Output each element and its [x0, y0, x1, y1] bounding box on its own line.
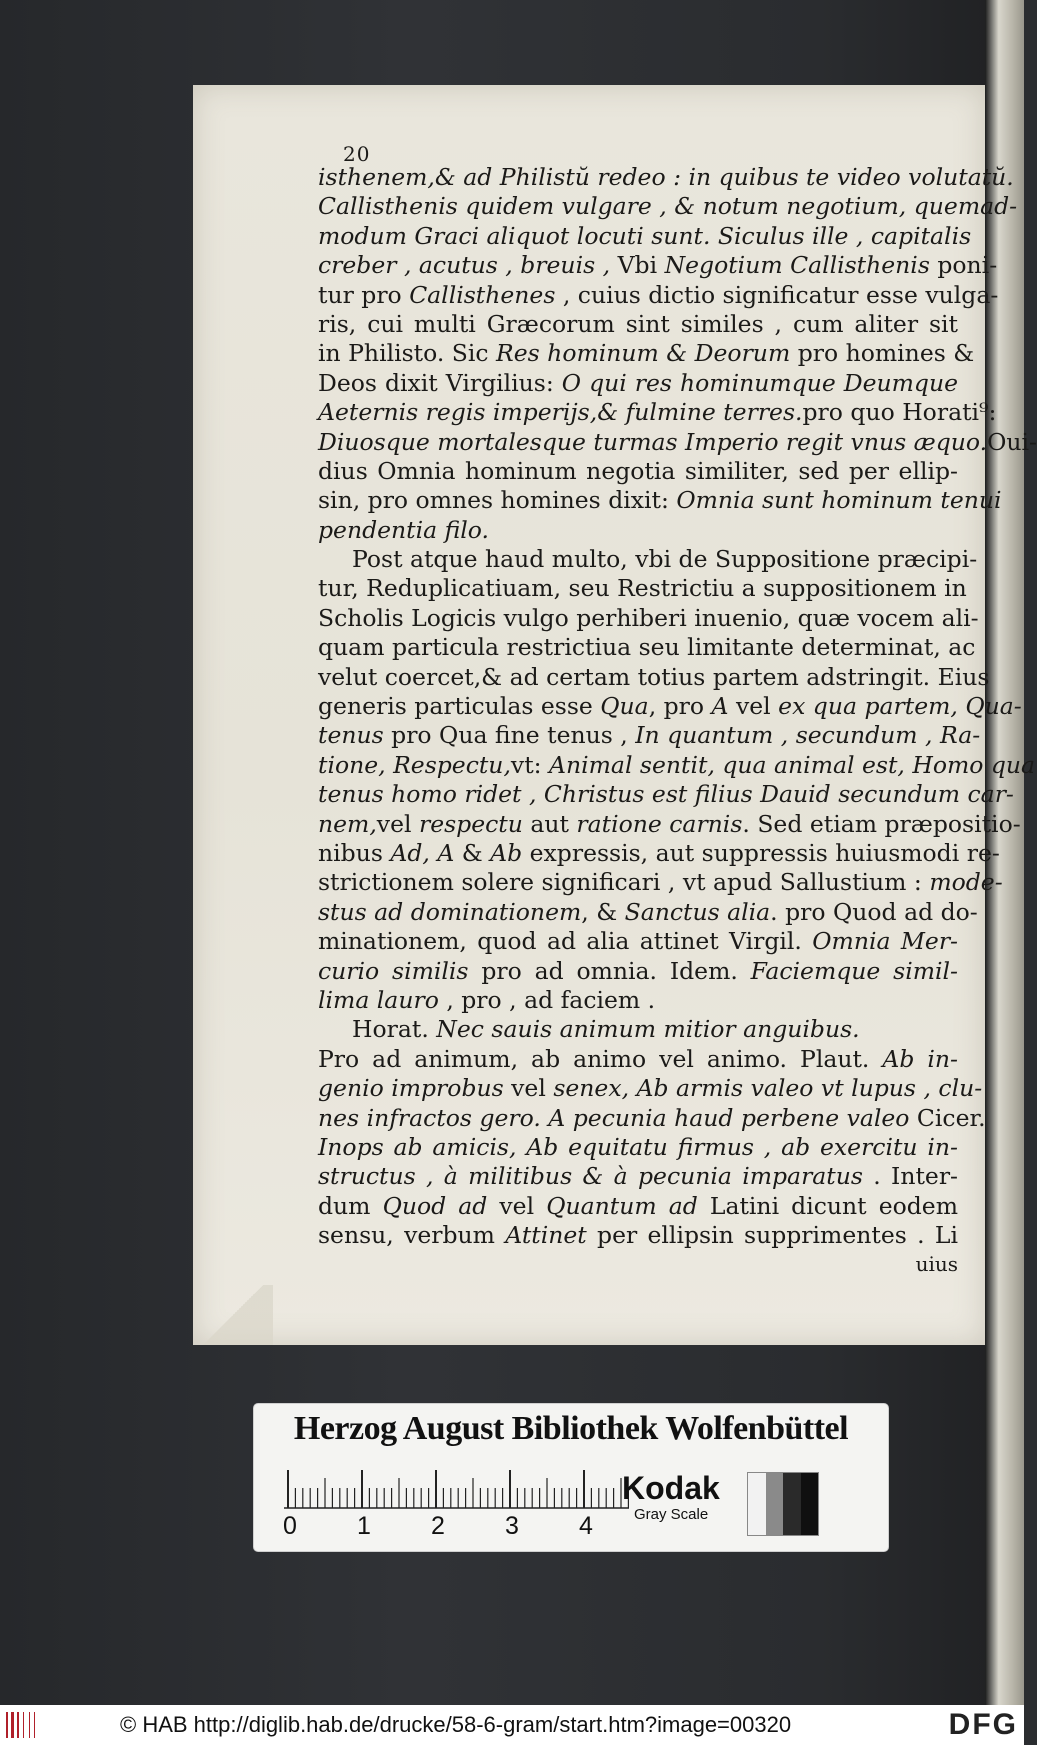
text-line: [318, 486, 1002, 515]
roman-text: &: [454, 838, 491, 867]
ruler-number: 4: [579, 1512, 593, 1540]
footer-source-link[interactable]: © HAB http://diglib.hab.de/drucke/58-6-gram/start.htm?image=00320: [120, 1712, 792, 1737]
roman-text: ris, cui multi Græcorum sint similes , cum aliter sit: [318, 309, 958, 338]
text-line: [318, 897, 978, 927]
page-text-body: [318, 163, 1037, 1280]
roman-text: pro quo Horati⁹:: [802, 398, 997, 427]
italic-text: stus ad dominationem: [318, 897, 582, 926]
italic-text: Animal sentit, qua animal est, Homo qua: [549, 750, 1036, 779]
roman-text: , &: [581, 897, 625, 926]
text-line: [318, 1015, 958, 1044]
italic-text: Ad, A: [390, 838, 455, 867]
italic-text: Callisthenes: [409, 280, 556, 309]
text-line: [318, 1045, 958, 1074]
roman-text: vt:: [510, 750, 550, 779]
text-line: [318, 838, 1000, 868]
text-line: [318, 662, 990, 692]
text-line: [318, 633, 976, 662]
gray-swatch: [748, 1473, 766, 1535]
text-line: [318, 692, 1022, 721]
text-line: [318, 427, 1037, 457]
ruler-labels: [280, 1512, 640, 1542]
gray-scale-label: Gray Scale: [634, 1506, 709, 1523]
italic-text: Attinet: [505, 1221, 587, 1250]
text-line: [318, 310, 958, 339]
roman-text: , cuius dictio significatur esse vulga-: [555, 280, 999, 309]
italic-text: Omnia sunt hominum tenui: [676, 486, 1002, 515]
italic-text: Omnia Mer-: [812, 927, 959, 956]
text-line: [318, 163, 1014, 192]
text-line: [318, 280, 999, 310]
italic-text: pendentia filo.: [318, 515, 490, 544]
roman-text: . Inter-: [862, 1162, 958, 1191]
roman-text: in Philisto. Sic: [318, 339, 497, 368]
text-line: [318, 780, 1014, 809]
italic-text: Res hominum & Deorum: [496, 339, 791, 368]
roman-text: quam particula restrictiua seu limitante determinat, ac: [318, 633, 976, 662]
italic-text: tenus homo ridet , Christus est filius Dauid secundum car-: [318, 780, 1014, 809]
roman-text: velut coercet,& ad certam totius partem adstringit. Eius: [318, 662, 990, 691]
roman-text: expressis, aut suppressis huiusmodi re-: [522, 838, 1000, 867]
roman-text: . pro Quod ad do-: [770, 897, 978, 926]
text-line: [318, 927, 958, 956]
text-line: [318, 1162, 958, 1191]
italic-text: ex qua partem, Qua-: [778, 692, 1022, 721]
roman-text: generis particulas esse: [318, 692, 601, 721]
italic-text: Callisthenis quidem vulgare , & notum negotium, quemad-: [318, 192, 1018, 221]
barcode-bar: [23, 1712, 24, 1738]
kodak-label: Kodak: [622, 1470, 720, 1506]
ruler-number: 2: [431, 1512, 445, 1540]
text-line: [318, 516, 958, 545]
barcode-icon: [6, 1712, 48, 1738]
gray-swatch: [801, 1473, 819, 1535]
roman-text: Pro ad animum, ab animo vel animo. Plaut.: [318, 1044, 883, 1073]
italic-text: nes infractos gero. A pecunia haud perbene valeo: [318, 1103, 910, 1132]
gray-swatches: [747, 1472, 819, 1536]
italic-text: O qui res hominumque Deumque: [561, 368, 958, 397]
roman-text: tur pro: [318, 280, 410, 309]
text-line: [318, 603, 979, 633]
italic-text: senex, Ab armis valeo vt lupus , clu-: [553, 1074, 983, 1103]
roman-text: per ellipsin supprimentes . Li: [586, 1221, 958, 1250]
roman-text: , pro , ad faciem .: [438, 985, 656, 1014]
roman-text: Post atque haud multo, vbi de Suppositione præcipi-: [352, 545, 978, 574]
text-line: [318, 221, 972, 251]
color-calibration-card: [254, 1404, 888, 1551]
italic-text: genio improbus: [318, 1074, 504, 1103]
italic-text: Quantum ad: [546, 1191, 698, 1220]
italic-text: Sanctus alia: [624, 897, 771, 926]
italic-text: Nec sauis animum mitior anguibus.: [436, 1015, 860, 1044]
roman-text: pro ad omnia. Idem.: [468, 956, 751, 985]
italic-text: Ab: [490, 838, 523, 867]
barcode-bar: [29, 1712, 30, 1738]
library-name: Herzog August Bibliothek Wolfenbüttel: [293, 1410, 849, 1447]
roman-text: Cicer.: [909, 1103, 986, 1132]
roman-text: dius Omnia hominum negotia similiter, sed per ellip-: [318, 456, 958, 485]
gray-swatch: [766, 1473, 784, 1535]
text-line: [318, 398, 997, 427]
text-line: [318, 1074, 983, 1103]
roman-text: dum: [318, 1191, 383, 1220]
text-line: [318, 457, 958, 486]
text-line: [318, 1133, 958, 1162]
ruler-number: 3: [505, 1512, 519, 1540]
italic-text: In quantum , secundum , Ra-: [635, 721, 981, 750]
roman-text: sensu, verbum: [318, 1221, 506, 1250]
roman-text: vel: [728, 692, 779, 721]
text-line: [318, 1192, 958, 1221]
italic-text: curio similis: [318, 956, 469, 985]
roman-text: nibus: [318, 838, 391, 867]
italic-text: tenus: [318, 721, 384, 750]
roman-text: Latini dicunt eodem: [697, 1191, 958, 1220]
roman-text: aut: [522, 809, 577, 838]
text-line: [318, 1221, 958, 1250]
barcode-bar: [11, 1712, 14, 1738]
page-number: 20: [343, 142, 371, 166]
roman-text: strictionem solere significari , vt apud Sallustium :: [318, 868, 930, 897]
italic-text: tione, Respectu,: [318, 750, 511, 779]
ruler-number: 1: [357, 1512, 371, 1540]
italic-text: ratione carnis: [576, 809, 743, 838]
italic-text: Inops ab amicis, Ab equitatu firmus , ab exercitu in-: [318, 1132, 958, 1161]
barcode-bar: [17, 1712, 19, 1738]
italic-text: structus , à militibus & à pecunia imparatus: [318, 1162, 863, 1191]
dfg-logo: DFG: [948, 1708, 1018, 1741]
text-line: [318, 986, 958, 1015]
roman-text: pro Qua fine tenus ,: [383, 721, 636, 750]
roman-text: pro homines &: [790, 339, 975, 368]
text-line: [318, 957, 958, 986]
text-line: [318, 545, 978, 574]
roman-text: poni-: [929, 251, 998, 280]
roman-text: . Sed etiam præpositio-: [742, 809, 1021, 838]
text-line: [318, 809, 1021, 839]
barcode-bar: [34, 1712, 35, 1738]
text-line: [318, 721, 981, 750]
roman-text: Oui-: [987, 427, 1037, 456]
italic-text: Diuosque mortalesque turmas Imperio regit vnus æquo.: [318, 427, 988, 456]
catchword: uius: [915, 1252, 958, 1277]
italic-text: Aeternis regis imperijs,& fulmine terres.: [318, 398, 803, 427]
text-line: [318, 192, 1018, 221]
text-line: [318, 1103, 986, 1133]
italic-text: creber , acutus , breuis ,: [318, 251, 611, 280]
italic-text: Qua: [600, 692, 649, 721]
italic-text: Ab in-: [882, 1044, 959, 1073]
roman-text: Horat.: [352, 1015, 437, 1044]
italic-text: modum Graci aliquot locuti sunt. Siculus ille , capitalis: [318, 221, 972, 250]
barcode-bar: [6, 1712, 8, 1738]
text-line: [318, 868, 1003, 897]
text-line: [318, 574, 967, 603]
italic-text: respectu: [418, 809, 523, 838]
italic-text: nem,: [318, 809, 377, 838]
roman-text: Vbi: [610, 251, 665, 280]
text-line: [318, 750, 1036, 780]
roman-text: tur, Reduplicatiuam, seu Restrictiu a suppositionem in: [318, 574, 967, 603]
text-line: [318, 339, 975, 368]
roman-text: Scholis Logicis vulgo perhiberi inuenio, quæ vocem ali-: [318, 603, 979, 632]
roman-text: sin, pro omnes homines dixit:: [318, 486, 677, 515]
ruler-number: 0: [283, 1512, 297, 1540]
roman-text: Deos dixit Virgilius:: [318, 368, 562, 397]
book-page: [193, 85, 1037, 1345]
ruler-scale: [284, 1468, 629, 1512]
italic-text: Negotium Callisthenis: [664, 251, 930, 280]
roman-text: vel: [376, 809, 419, 838]
text-line: [318, 369, 958, 398]
roman-text: vel: [503, 1074, 554, 1103]
italic-text: A: [711, 692, 729, 721]
roman-text: vel: [487, 1191, 547, 1220]
folded-page-corner: [193, 1285, 273, 1345]
italic-text: isthenem,& ad Philistŭ redeo : in quibus te video volutatŭ.: [318, 163, 1014, 191]
text-line: [318, 251, 998, 280]
italic-text: lima lauro: [318, 985, 439, 1014]
footer-bar: [0, 1705, 1024, 1745]
italic-text: Quod ad: [382, 1191, 488, 1220]
gray-swatch: [783, 1473, 801, 1535]
roman-text: minationem, quod ad alia attinet Virgil.: [318, 927, 813, 956]
italic-text: Faciemque simil-: [750, 956, 958, 985]
roman-text: , pro: [648, 692, 712, 721]
italic-text: mode-: [929, 868, 1003, 897]
